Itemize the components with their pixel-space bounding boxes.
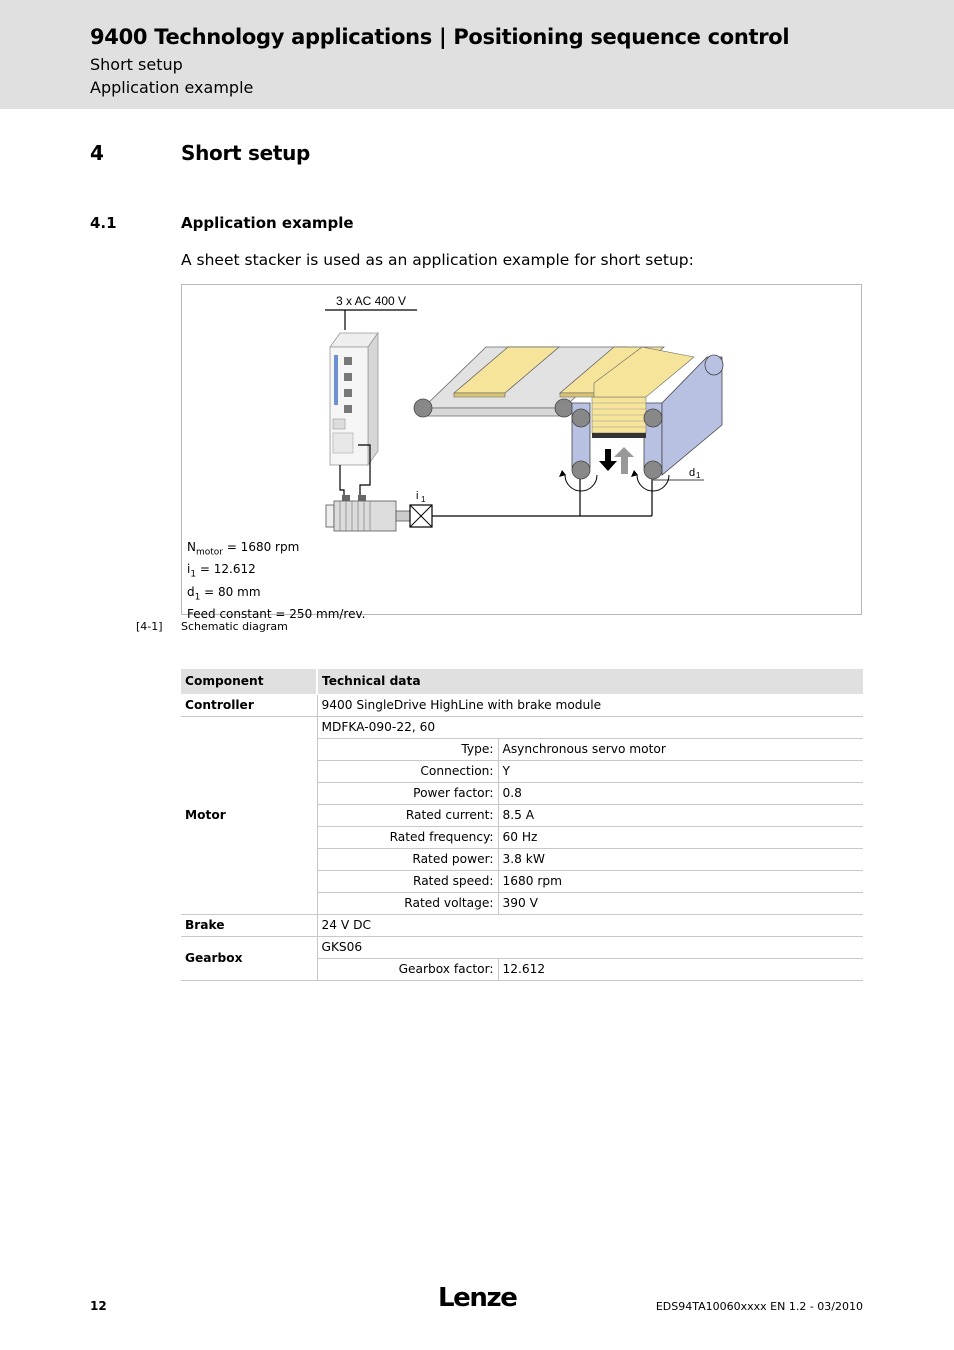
- table-row: Power factor: 0.8: [181, 782, 863, 804]
- down-arrow-icon: [599, 449, 617, 471]
- table-row: Gearbox factor: 12.612: [181, 958, 863, 980]
- subsection-number: 4.1: [90, 214, 117, 232]
- table-row: Controller 9400 SingleDrive HighLine with brake module: [181, 694, 863, 716]
- header-chapter: Short setup: [90, 55, 183, 74]
- col-header-technical-data: Technical data: [317, 669, 863, 694]
- intro-paragraph: A sheet stacker is used as an application example for short setup:: [181, 251, 694, 269]
- technical-data-table: [181, 669, 863, 981]
- table-row: Rated voltage: 390 V: [181, 892, 863, 914]
- table-row: Motor MDFKA-090-22, 60: [181, 716, 863, 738]
- supply-label: 3 x AC 400 V: [335, 294, 407, 308]
- figure-caption-number: [4-1]: [136, 620, 163, 633]
- schematic-figure: [181, 284, 862, 622]
- section-title: Short setup: [181, 141, 311, 165]
- controller-device-icon: [330, 333, 378, 465]
- svg-text:1: 1: [421, 495, 426, 504]
- document-reference: EDS94TA10060xxxx EN 1.2 - 03/2010: [655, 1300, 863, 1313]
- table-row: Rated speed: 1680 rpm: [181, 870, 863, 892]
- svg-text:1: 1: [696, 471, 701, 480]
- page-number: 12: [90, 1299, 107, 1313]
- param-n-motor: $N_{motor} = 1680$ rpm: [187, 540, 300, 558]
- figure-caption-text: Schematic diagram: [181, 620, 288, 633]
- diameter-label: d: [689, 467, 696, 479]
- table-row: Rated current: 8.5 A: [181, 804, 863, 826]
- table-row: Connection: Y: [181, 760, 863, 782]
- motor-icon: [326, 495, 410, 531]
- header-section: Application example: [90, 78, 254, 97]
- param-d1: $d_1 = 80$ mm: [187, 584, 261, 603]
- subsection-title: Application example: [181, 214, 354, 232]
- param-i1: $i_1 = 12.612$: [187, 562, 256, 580]
- table-row: Rated power: 3.8 kW: [181, 848, 863, 870]
- param-feed-constant: Feed constant = 250 mm/rev.: [187, 607, 366, 622]
- col-header-component: Component: [181, 669, 317, 694]
- figure-parameters: [187, 539, 365, 623]
- up-arrow-icon: [614, 447, 634, 474]
- gearbox-icon: [410, 505, 432, 527]
- table-row: Rated frequency: 60 Hz: [181, 826, 863, 848]
- section-number: 4: [90, 141, 104, 165]
- table-row: Type: Asynchronous servo motor: [181, 738, 863, 760]
- lenze-logo: Lenze: [438, 1283, 517, 1313]
- gear-ratio-label: i: [416, 490, 419, 502]
- table-row: Gearbox GKS06: [181, 936, 863, 958]
- document-title: 9400 Technology applications | Positioning sequence control: [90, 25, 790, 49]
- table-row: Brake 24 V DC: [181, 914, 863, 936]
